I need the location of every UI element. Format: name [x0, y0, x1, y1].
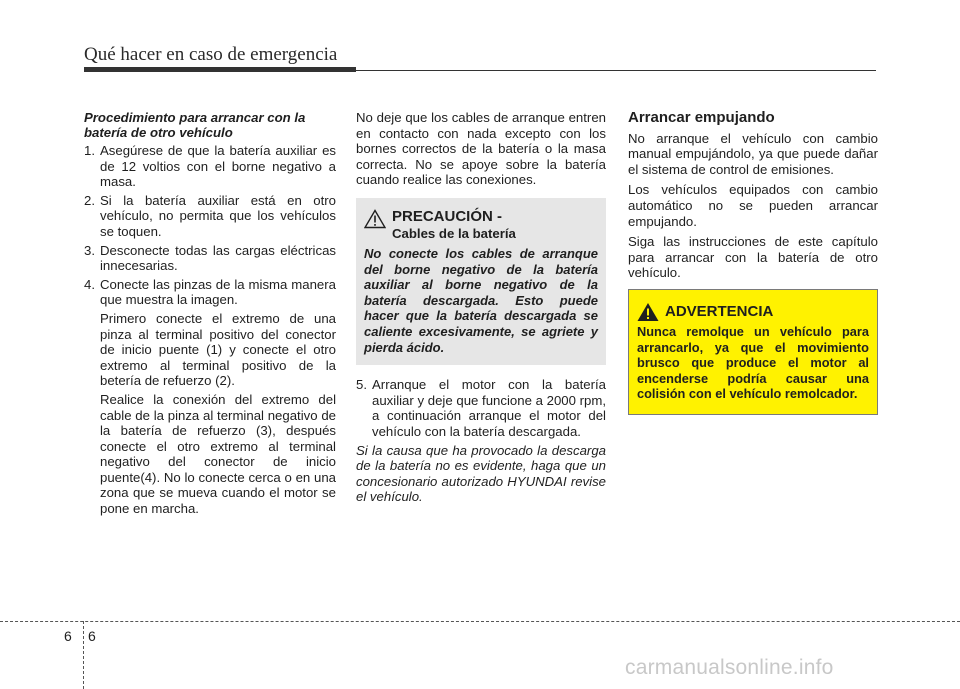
caution-titles [392, 208, 516, 242]
caution-body: No conecte los cables de arranque del borne negativo de la batería auxiliar al borne negativo de la batería descargada. Esto puede hacer que la batería descargada se caliente excesivamente, se agriete y pierda ácido. [364, 245, 598, 355]
step-5 [356, 377, 606, 439]
step-number: 4. [84, 276, 95, 292]
watermark: carmanualsonline.info [625, 656, 834, 679]
step-text: Si la batería auxiliar está en otro vehículo, no permita que los vehículos se toquen. [100, 192, 336, 239]
step-text: Conecte las pinzas de la misma manera que muestra la imagen. [100, 276, 336, 308]
step-text: Arranque el motor con la batería auxiliar y deje que funcione a 2000 rpm, a continuación arranque el motor del vehículo con la batería descargada. [372, 377, 606, 439]
footer-rule [0, 621, 960, 622]
caution-header [364, 208, 598, 242]
column-left [84, 110, 336, 520]
caution-box [356, 198, 606, 365]
header-rule-thin [356, 70, 876, 71]
connection-paragraph-1: Primero conecte el extremo de una pinza al terminal positivo del conector de inicio puente (1) y conecte el otro extremo al terminal positivo de la betería de refuerzo (2). [100, 310, 336, 389]
caution-subtitle: Cables de la batería [392, 225, 516, 241]
section-title-push-start: Arrancar empujando [628, 109, 775, 126]
warning-header [637, 302, 869, 322]
warning-box [628, 289, 878, 415]
chapter-number: 6 [64, 628, 72, 644]
procedure-subheading: Procedimiento para arrancar con la batería de otro vehículo [84, 110, 306, 140]
warning-body: Nunca remolque un vehículo para arrancarlo, ya que el movimiento brusco que produce el motor al encenderse podría causar una colisión con el vehículo remolcador. [637, 323, 869, 402]
caution-triangle-icon [364, 209, 386, 229]
step-3 [84, 243, 336, 274]
footer-divider [83, 621, 84, 689]
step-4 [84, 277, 336, 308]
column-middle [356, 110, 606, 505]
page-title: Qué hacer en caso de emergencia [84, 44, 338, 65]
step-number: 5. [356, 377, 367, 393]
page-number: 6 [88, 628, 96, 644]
step-text: Desconecte todas las cargas eléctricas innecesarias. [100, 242, 336, 274]
step-number: 3. [84, 242, 95, 258]
column-right [628, 110, 878, 415]
caution-title: PRECAUCIÓN - [392, 207, 503, 225]
step-1 [84, 143, 336, 190]
dealer-note: Si la causa que ha provocado la descarga de la batería no es evidente, haga que un concesionario autorizado HYUNDAI revise el vehículo. [356, 442, 606, 505]
push-start-paragraph-2: Los vehículos equipados con cambio automático no se pueden arrancar empujando. [628, 182, 878, 229]
warning-title: ADVERTENCIA [665, 303, 774, 321]
warning-triangle-icon [637, 302, 659, 322]
header-rule-thick [84, 67, 356, 72]
cables-paragraph: No deje que los cables de arranque entren en contacto con nada excepto con los bornes correctos de la batería o la masa correcta. No se apoye sobre la batería cuando realice las conexiones. [356, 110, 606, 188]
step-number: 2. [84, 192, 95, 208]
push-start-paragraph-1: No arranque el vehículo con cambio manual empujándolo, ya que puede dañar el sistema de control de emisiones. [628, 130, 878, 177]
step-text: Asegúrese de que la batería auxiliar es de 12 voltios con el borne negativo a masa. [100, 143, 336, 190]
push-start-paragraph-3: Siga las instrucciones de este capítulo para arrancar con la batería de otro vehículo. [628, 234, 878, 281]
step-2 [84, 193, 336, 240]
connection-paragraph-2: Realice la conexión del extremo del cable de la pinza al terminal negativo de la batería de refuerzo (3), después conecte el otro extremo al terminal negativo del conector de inicio puente(4). No lo conecte cerca o en una zona que se mueva cuando el motor se pone en marcha. [100, 391, 336, 517]
step-number: 1. [84, 143, 95, 158]
